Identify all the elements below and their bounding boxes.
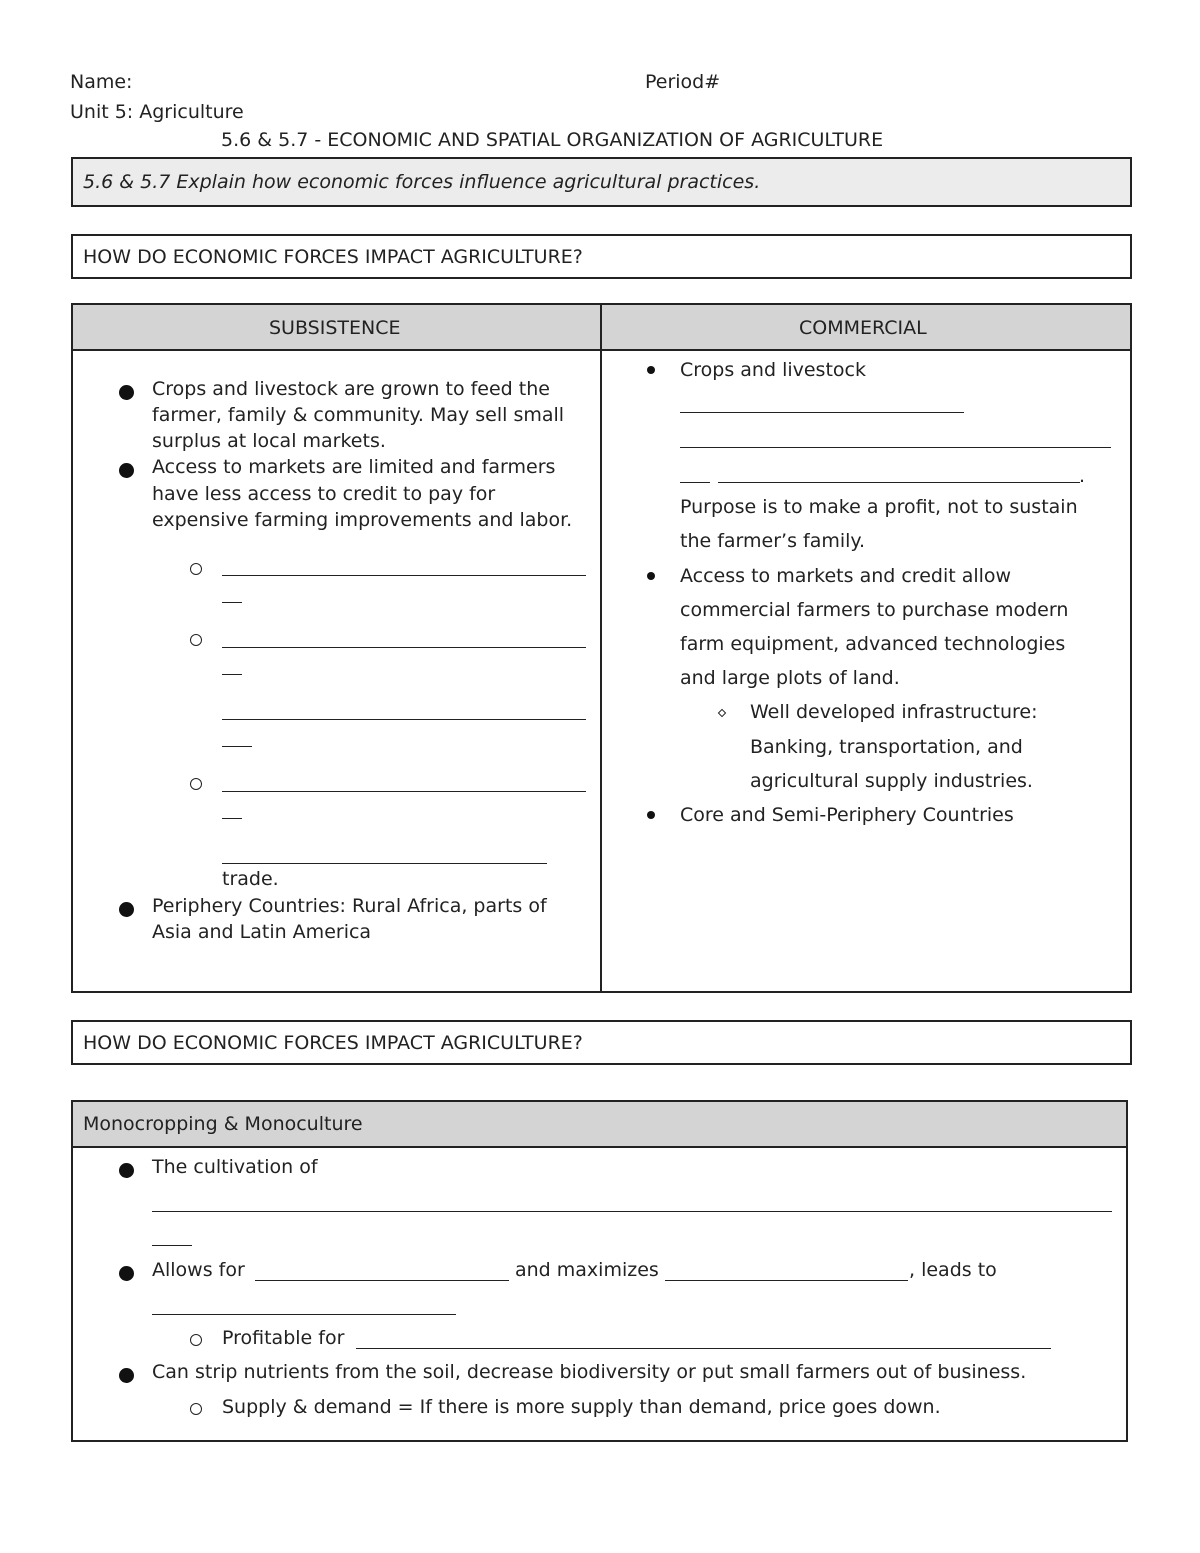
objective-box bbox=[71, 157, 1132, 207]
page-title: 5.6 & 5.7 - ECONOMIC AND SPATIAL ORGANIZATION OF AGRICULTURE bbox=[221, 129, 884, 151]
question-1-text: HOW DO ECONOMIC FORCES IMPACT AGRICULTURE? bbox=[83, 246, 583, 268]
blank-line[interactable] bbox=[255, 1280, 509, 1281]
blank-line[interactable] bbox=[222, 791, 586, 792]
commercial-sub-line1: Well developed infrastructure: bbox=[750, 701, 1038, 723]
commercial-sub-line3: agricultural supply industries. bbox=[750, 770, 1033, 792]
blank-line[interactable] bbox=[680, 447, 1111, 448]
column-header-subsistence: SUBSISTENCE bbox=[269, 317, 401, 339]
blank-line[interactable] bbox=[222, 863, 547, 864]
name-label: Name: bbox=[70, 71, 133, 93]
circle-bullet-icon bbox=[190, 634, 202, 646]
commercial-purpose-line1: Purpose is to make a profit, not to sustain bbox=[680, 496, 1078, 518]
question-2-text: HOW DO ECONOMIC FORCES IMPACT AGRICULTURE? bbox=[83, 1032, 583, 1054]
commercial-b2-line1: Access to markets and credit allow bbox=[680, 565, 1012, 587]
blank-line[interactable] bbox=[680, 412, 964, 413]
period-punctuation: . bbox=[1079, 465, 1086, 487]
blank-line[interactable] bbox=[222, 719, 586, 720]
subsistence-b1-line3: surplus at local markets. bbox=[152, 430, 386, 452]
monocropping-title: Monocropping & Monoculture bbox=[83, 1113, 363, 1135]
bullet-icon bbox=[647, 572, 655, 580]
mono-sub1: Profitable for bbox=[222, 1327, 345, 1349]
circle-bullet-icon bbox=[190, 1334, 202, 1346]
commercial-b3: Core and Semi-Periphery Countries bbox=[680, 804, 1014, 826]
subsistence-b2-line1: Access to markets are limited and farmers bbox=[152, 456, 556, 478]
blank-line[interactable] bbox=[718, 482, 1080, 483]
mono-b2-allows: Allows for bbox=[152, 1259, 245, 1281]
blank-line[interactable] bbox=[152, 1211, 1112, 1212]
subsistence-b3-line2: Asia and Latin America bbox=[152, 921, 372, 943]
mono-b2-maximizes: and maximizes bbox=[515, 1259, 659, 1281]
mono-sub2: Supply & demand = If there is more supply than demand, price goes down. bbox=[222, 1396, 941, 1418]
mono-b2-leads: , leads to bbox=[909, 1259, 997, 1281]
unit-label: Unit 5: Agriculture bbox=[70, 101, 244, 123]
bullet-icon bbox=[119, 1163, 134, 1178]
subsistence-b3-line1: Periphery Countries: Rural Africa, parts of bbox=[152, 895, 547, 917]
blank-line-tail bbox=[222, 818, 242, 819]
bullet-icon bbox=[119, 1368, 134, 1383]
objective-text: 5.6 & 5.7 Explain how economic forces influence agricultural practices. bbox=[83, 171, 761, 193]
blank-line-tail bbox=[222, 602, 242, 603]
question-box-2 bbox=[71, 1020, 1132, 1065]
blank-line[interactable] bbox=[222, 575, 586, 576]
blank-line-tail bbox=[222, 674, 242, 675]
circle-bullet-icon bbox=[190, 778, 202, 790]
blank-line[interactable] bbox=[152, 1314, 456, 1315]
blank-line[interactable] bbox=[680, 482, 710, 483]
commercial-b2-line4: and large plots of land. bbox=[680, 667, 900, 689]
mono-b3: Can strip nutrients from the soil, decrease biodiversity or put small farmers out of business. bbox=[152, 1361, 1027, 1383]
trade-text: trade. bbox=[222, 868, 279, 890]
bullet-icon bbox=[119, 463, 134, 478]
commercial-b2-line3: farm equipment, advanced technologies bbox=[680, 633, 1066, 655]
commercial-purpose-line2: the farmer’s family. bbox=[680, 530, 865, 552]
column-divider bbox=[600, 305, 602, 991]
period-label: Period# bbox=[645, 71, 721, 93]
commercial-b1: Crops and livestock bbox=[680, 359, 866, 381]
question-box-1 bbox=[71, 234, 1132, 279]
subsistence-b1-line2: farmer, family & community. May sell small bbox=[152, 404, 565, 426]
subsistence-b2-line2: have less access to credit to pay for bbox=[152, 483, 496, 505]
bullet-icon bbox=[647, 811, 655, 819]
blank-line[interactable] bbox=[356, 1348, 1051, 1349]
bullet-icon bbox=[119, 1266, 134, 1281]
blank-line-tail bbox=[222, 746, 252, 747]
column-header-commercial: COMMERCIAL bbox=[799, 317, 927, 339]
circle-bullet-icon bbox=[190, 1403, 202, 1415]
subsistence-b2-line3: expensive farming improvements and labor. bbox=[152, 509, 573, 531]
commercial-b2-line2: commercial farmers to purchase modern bbox=[680, 599, 1069, 621]
blank-line[interactable] bbox=[665, 1280, 908, 1281]
blank-line-tail bbox=[152, 1245, 192, 1246]
bullet-icon bbox=[647, 366, 655, 374]
blank-line[interactable] bbox=[222, 647, 586, 648]
commercial-sub-line2: Banking, transportation, and bbox=[750, 736, 1023, 758]
circle-bullet-icon bbox=[190, 563, 202, 575]
bullet-icon bbox=[119, 902, 134, 917]
bullet-icon bbox=[119, 385, 134, 400]
mono-b1: The cultivation of bbox=[152, 1156, 318, 1178]
subsistence-b1-line1: Crops and livestock are grown to feed the bbox=[152, 378, 550, 400]
